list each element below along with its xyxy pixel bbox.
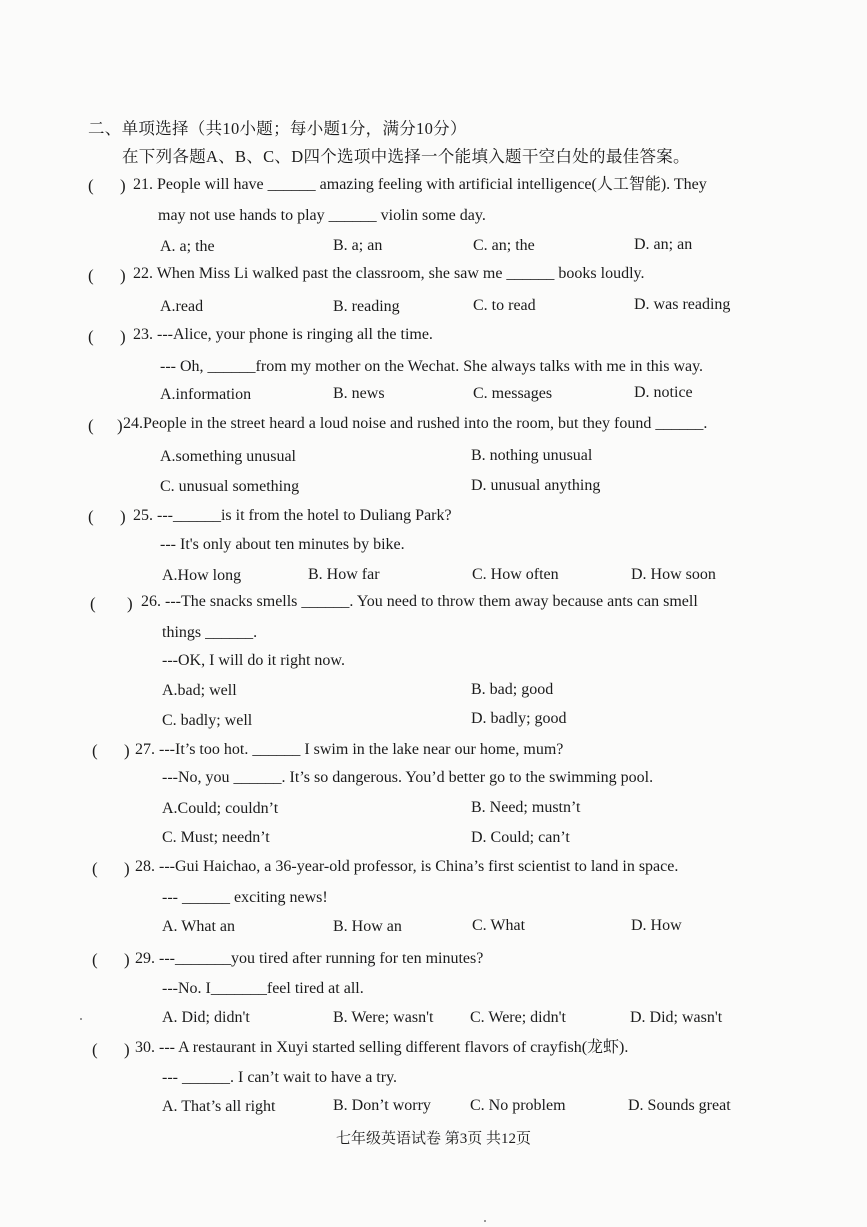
question-stem: 21. People will have ______ amazing feeling with artificial intelligence(人工智能). They xyxy=(133,176,707,193)
option-c: C. messages xyxy=(473,385,553,402)
section-title: 二、单项选择（共10小题；每小题1分，满分10分） xyxy=(88,119,467,138)
option-d: D. Could; can’t xyxy=(471,829,570,846)
option-d: D. unusual anything xyxy=(471,477,601,494)
option-a: A.bad; well xyxy=(162,682,237,699)
answer-paren-open: ( xyxy=(92,1040,98,1059)
question-stem: 27. ---It’s too hot. ______ I swim in the lake near our home, mum? xyxy=(135,741,564,758)
answer-paren-close: ) xyxy=(120,176,126,195)
answer-paren-open: ( xyxy=(88,176,94,195)
option-d: D. How xyxy=(631,917,682,934)
option-b: B. nothing unusual xyxy=(471,447,593,464)
answer-paren-open: ( xyxy=(88,327,94,346)
option-c: C. What xyxy=(472,917,526,934)
option-a: A. That’s all right xyxy=(162,1098,276,1115)
question-stem: 28. ---Gui Haichao, a 36-year-old professor, is China’s first scientist to land in space. xyxy=(135,858,679,875)
answer-paren-open: ( xyxy=(88,266,94,285)
option-c: C. No problem xyxy=(470,1097,566,1114)
option-c: C. badly; well xyxy=(162,712,253,729)
question-stem-cont: may not use hands to play ______ violin some day. xyxy=(158,207,486,224)
page-footer: 七年级英语试卷 第3页 共12页 xyxy=(335,1131,531,1147)
option-c: C. How often xyxy=(472,566,559,583)
question-stem: 29. ---_______you tired after running for ten minutes? xyxy=(135,950,484,967)
option-b: B. Don’t worry xyxy=(333,1097,431,1114)
option-a: A. What an xyxy=(162,918,236,935)
question-stem-cont: --- It's only about ten minutes by bike. xyxy=(160,536,405,553)
option-a: A.something unusual xyxy=(160,448,296,465)
option-d: D. How soon xyxy=(631,566,716,583)
option-b: B. reading xyxy=(333,298,400,315)
option-d: D. notice xyxy=(634,384,693,401)
option-d: D. an; an xyxy=(634,236,693,253)
option-b: B. How far xyxy=(308,566,380,583)
answer-paren-close: ) xyxy=(120,507,126,526)
option-a: A. Did; didn't xyxy=(162,1009,250,1026)
answer-paren-close: ) xyxy=(120,266,126,285)
question-reply: ---No, you ______. It’s so dangerous. You’d better go to the swimming pool. xyxy=(162,769,654,786)
option-c: C. Must; needn’t xyxy=(162,829,270,846)
answer-paren-close: ) xyxy=(124,950,130,969)
option-b: B. Were; wasn't xyxy=(333,1009,434,1026)
scan-speck xyxy=(484,1220,486,1222)
option-b: B. a; an xyxy=(333,237,383,254)
option-a: A.read xyxy=(160,298,204,315)
question-stem: 25. ---______is it from the hotel to Duliang Park? xyxy=(133,507,452,524)
option-d: D. Sounds great xyxy=(628,1097,731,1114)
answer-paren-open: ( xyxy=(88,416,94,435)
option-d: D. was reading xyxy=(634,296,731,313)
answer-paren-open: ( xyxy=(92,741,98,760)
option-b: B. How an xyxy=(333,918,402,935)
option-a: A.Could; couldn’t xyxy=(162,800,279,817)
answer-paren-open: ( xyxy=(92,950,98,969)
question-stem: 22. When Miss Li walked past the classroom, she saw me ______ books loudly. xyxy=(133,265,645,282)
answer-paren-open: ( xyxy=(88,507,94,526)
question-stem: 26. ---The snacks smells ______. You need to throw them away because ants can smell xyxy=(141,593,698,610)
answer-paren-close: ) xyxy=(124,741,130,760)
option-c: C. an; the xyxy=(473,237,535,254)
answer-paren-close: ) xyxy=(120,327,126,346)
option-b: B. Need; mustn’t xyxy=(471,799,581,816)
question-reply: ---OK, I will do it right now. xyxy=(162,652,345,669)
answer-paren-close: ) xyxy=(124,859,130,878)
question-reply: --- ______ exciting news! xyxy=(162,889,328,906)
answer-paren-close: ) xyxy=(124,1040,130,1059)
option-b: B. news xyxy=(333,385,385,402)
question-stem-cont: --- Oh, ______from my mother on the Wechat. She always talks with me in this way. xyxy=(160,358,704,375)
question-reply: ---No. I_______feel tired at all. xyxy=(162,980,364,997)
answer-paren-close: ) xyxy=(127,594,133,613)
scan-speck xyxy=(80,1018,82,1020)
option-c: C. Were; didn't xyxy=(470,1009,566,1026)
question-stem: 23. ---Alice, your phone is ringing all the time. xyxy=(133,326,433,343)
option-d: D. Did; wasn't xyxy=(630,1009,723,1026)
option-a: A. a; the xyxy=(160,238,215,255)
option-c: C. to read xyxy=(473,297,536,314)
option-d: D. badly; good xyxy=(471,710,567,727)
question-stem: 30. --- A restaurant in Xuyi started selling different flavors of crayfish(龙虾). xyxy=(135,1039,629,1056)
answer-paren-close: ) xyxy=(117,416,123,435)
question-stem-cont: things ______. xyxy=(162,624,258,641)
option-b: B. bad; good xyxy=(471,681,554,698)
section-instruction: 在下列各题A、B、C、D四个选项中选择一个能填入题干空白处的最佳答案。 xyxy=(122,147,690,166)
option-a: A.information xyxy=(160,386,252,403)
question-stem: 24.People in the street heard a loud noise and rushed into the room, but they found ______. xyxy=(123,415,708,432)
question-reply: --- ______. I can’t wait to have a try. xyxy=(162,1069,398,1086)
option-c: C. unusual something xyxy=(160,478,300,495)
answer-paren-open: ( xyxy=(92,859,98,878)
option-a: A.How long xyxy=(162,567,242,584)
answer-paren-open: ( xyxy=(90,594,96,613)
